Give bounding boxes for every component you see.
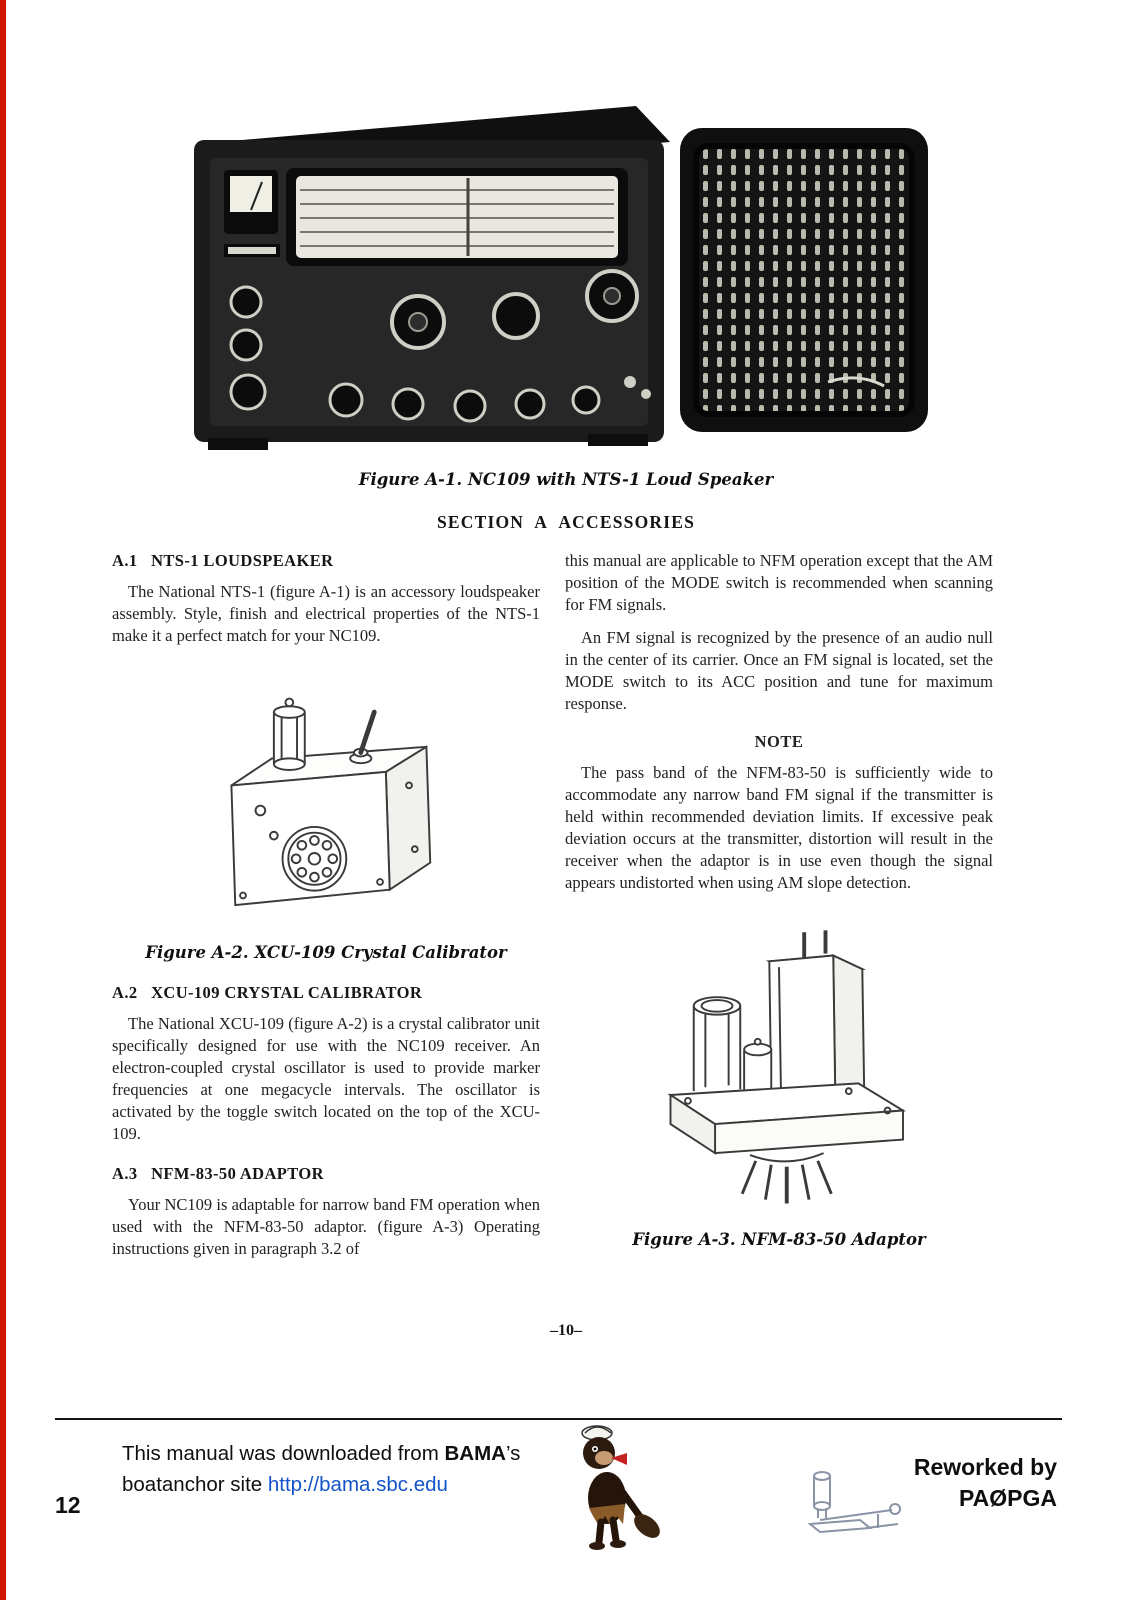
xcu109-illustration — [171, 658, 481, 936]
paragraph-fm-signal: An FM signal is recognized by the presence of an audio null in the center of its carrier. Once an FM signal is located, set the MODE switch to its ACC position and tune for maximum response. — [565, 628, 993, 713]
heading-a2: A.2 XCU-109 CRYSTAL CALIBRATOR — [112, 983, 423, 1002]
center-page-number: –10– — [550, 1322, 582, 1339]
figure-a2-caption: Figure A-2. XCU-109 Crystal Calibrator — [145, 943, 507, 962]
figure-a1-caption: Figure A-1. NC109 with NTS-1 Loud Speaker — [358, 470, 774, 489]
note-heading: NOTE — [754, 732, 804, 751]
footer-credit — [122, 1438, 520, 1500]
heading-a3: A.3 NFM-83-50 ADAPTOR — [112, 1164, 324, 1183]
paragraph-continuation: this manual are applicable to NFM operation except that the AM position of the MODE switch is recommended when scanning for FM signals. — [565, 551, 993, 614]
radio-photo-illustration — [168, 82, 953, 464]
nfm8350-illustration — [624, 905, 934, 1223]
right-column — [565, 550, 993, 1269]
reworked-by-text: Reworked by — [913, 1454, 1057, 1480]
footer-text-prefix: This manual was downloaded from — [122, 1442, 445, 1465]
paragraph-a1: The National NTS-1 (figure A-1) is an accessory loudspeaker assembly. Style, finish and electrical properties of the NTS-1 make it a perfect match for your NC109. — [112, 582, 540, 645]
bama-name: BAMA — [444, 1442, 506, 1465]
section-heading: SECTION A ACCESSORIES — [436, 512, 696, 532]
left-red-margin-bar — [0, 0, 6, 1600]
left-column — [112, 550, 540, 1271]
footer-line-2 — [122, 1469, 520, 1500]
telegraph-key-art — [800, 1462, 910, 1547]
reworker-callsign: PAØPGA — [959, 1485, 1057, 1511]
page-number-bottom-left: 12 — [55, 1492, 81, 1518]
bama-link[interactable]: http://bama.sbc.edu — [267, 1473, 448, 1496]
paragraph-a3: Your NC109 is adaptable for narrow band FM operation when used with the NFM-83-50 adaptor. (figure A-3) Operating instructions given in paragraph 3.2 of — [112, 1195, 540, 1258]
mascot-illustration — [563, 1420, 668, 1555]
footer-text-suffix: ’s — [505, 1442, 521, 1465]
reworked-credit — [914, 1452, 1057, 1514]
footer-line-1 — [122, 1438, 520, 1469]
footer-site-prefix: boatanchor site — [122, 1473, 268, 1496]
heading-a1: A.1 NTS-1 LOUDSPEAKER — [112, 551, 334, 570]
footer-divider — [55, 1418, 1062, 1420]
paragraph-a2: The National XCU-109 (figure A-2) is a crystal calibrator unit specifically designed for use with the NC109 receiver. An electron-coupled crystal oscillator is used to provide marker frequencies at one megacycle intervals. The oscillator is activated by the toggle switch located on the top of the XCU-109. — [112, 1014, 540, 1143]
bama-mascot-cartoon — [563, 1420, 668, 1560]
telegraph-key-illustration — [800, 1462, 910, 1542]
paragraph-note: The pass band of the NFM-83-50 is sufficiently wide to accommodate any narrow band FM signal if the transmitter is held within recommended deviation limits. If excessive peak deviation occurs at the transmitter, distortion will result in the receiver when the adaptor is in use even though the signal appears undistorted when using AM slope detection. — [565, 763, 993, 892]
nc109-receiver-photo — [168, 82, 953, 464]
figure-a3-caption: Figure A-3. NFM-83-50 Adaptor — [632, 1230, 926, 1249]
